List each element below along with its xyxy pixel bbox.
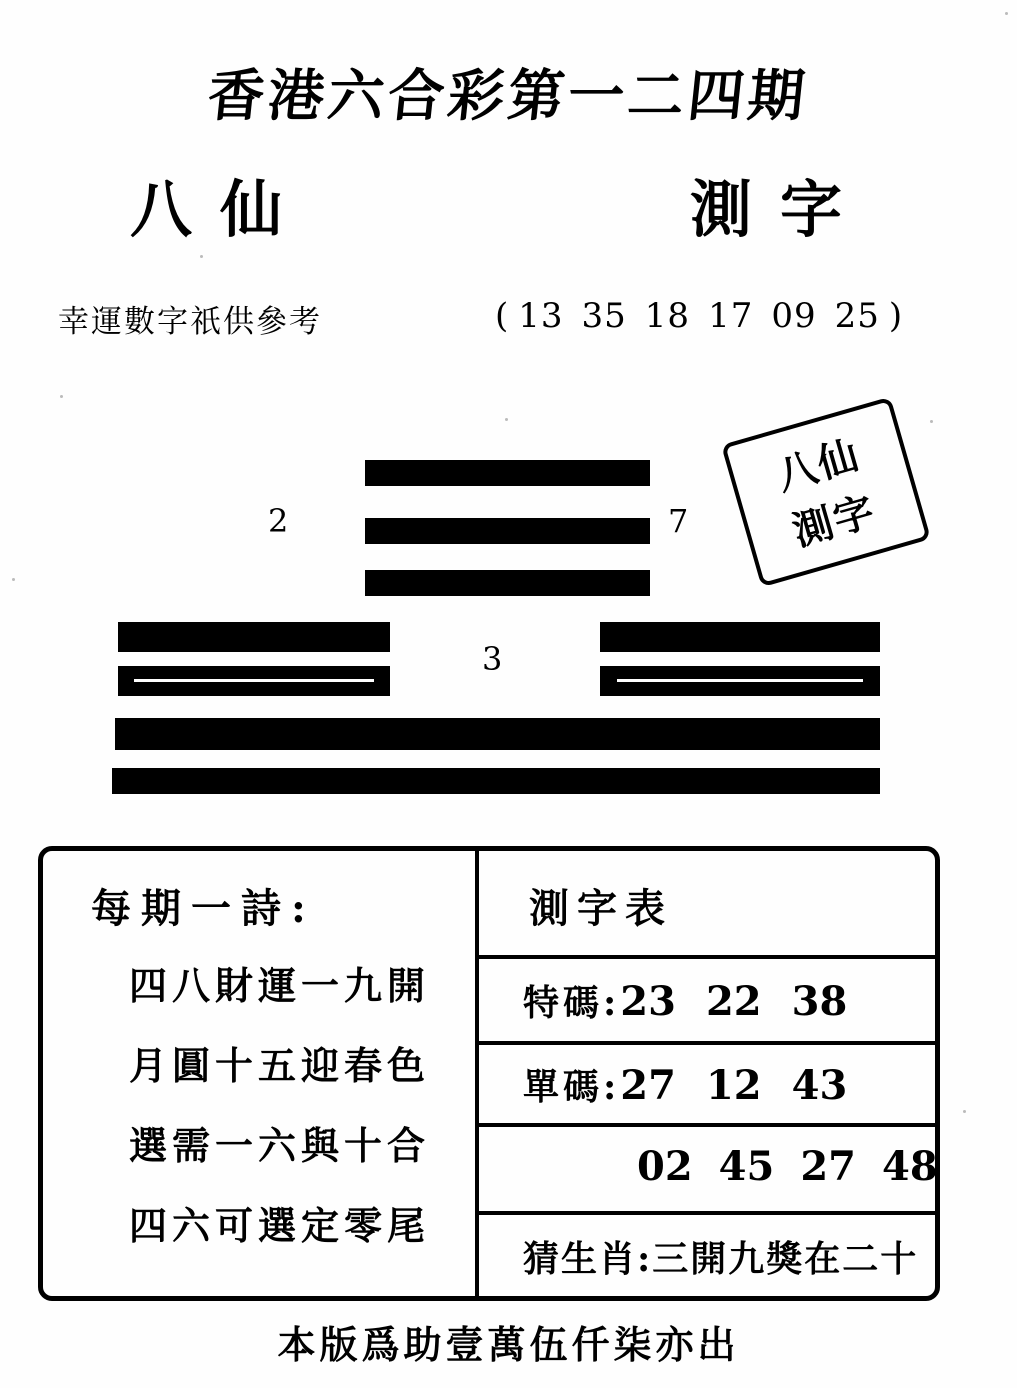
subtitle-right: 測字 [690,173,871,246]
scan-speck [505,418,508,421]
poem-line: 四六可選定零尾 [129,1203,431,1248]
diagram-label-right: 7 [668,502,689,540]
hexagram-bar-bottom-1 [115,718,880,750]
chart-value: 23 [620,978,676,1025]
chart-row-label: 特碼: [523,982,621,1024]
chart-divider [479,1211,935,1215]
hexagram-bar-left-2 [118,666,390,696]
stamp-line-2: 測字 [787,487,882,556]
diagram-label-center: 3 [482,640,503,678]
chart-row-values [637,1143,964,1190]
poem-line: 月圓十五迎春色 [129,1043,431,1088]
chart-row [523,1059,925,1110]
hexagram-bar-top-2 [365,518,650,544]
hexagram-bar-right-2 [600,666,880,696]
poem-line: 選需一六與十合 [129,1123,431,1168]
footer-text: 本版爲助壹萬伍仟柒亦出 [277,1322,740,1367]
chart-divider [479,955,935,959]
hexagram-bar-right-1 [600,622,880,652]
lucky-numbers-list [495,296,903,336]
chart-value: 27 [620,1062,676,1109]
chart-value: 27 [800,1143,857,1190]
scan-speck [1005,12,1008,15]
chart-value: 45 [718,1143,775,1190]
hexagram-bar-top-3 [365,570,650,596]
chart-value: 02 [637,1143,693,1190]
subtitle-left: 八仙 [130,173,311,246]
chart-row-label: 單碼: [523,1066,621,1108]
lucky-paren-open: ( [495,296,510,336]
scan-speck [60,395,63,398]
lucky-number: 25 [834,296,880,336]
lucky-paren-close: ) [888,296,904,336]
zodiac-value: 三開九獎在二十 [652,1238,919,1280]
chart-row-values [620,1062,877,1109]
lucky-numbers-label: 幸運數字祇供參考 [58,304,322,340]
chart-divider [479,1123,935,1127]
lucky-number: 13 [518,296,564,336]
chart-title: 測字表 [529,885,673,932]
zodiac-row [523,1231,925,1282]
chart-value: 22 [705,978,762,1025]
scan-speck [12,578,15,581]
page-title: 香港六合彩第一二四期 [204,63,812,129]
stamp-line-1: 八仙 [771,431,866,500]
chart-section [479,851,938,1296]
zodiac-label: 猜生肖: [523,1238,653,1280]
poem-title: 每期一詩: [91,885,316,932]
scan-speck [963,1110,966,1113]
chart-value: 48 [882,1143,938,1190]
lucky-number: 18 [644,296,691,336]
chart-row [637,1143,938,1190]
lucky-number: 17 [708,296,754,336]
chart-value: 12 [705,1062,762,1109]
chart-row-values [620,978,877,1025]
chart-row [523,975,925,1026]
chart-divider [479,1041,935,1045]
stamp-text [730,415,923,573]
hexagram-bar-top-1 [365,460,650,486]
hexagram-bar-bottom-2 [112,768,880,794]
scan-speck [930,420,933,423]
lucky-number: 35 [581,296,627,336]
hexagram-bar-left-1 [118,622,390,652]
scan-speck [200,255,203,258]
lucky-number: 09 [771,296,817,336]
poem-section [43,851,475,1296]
poem-line: 四八財運一九開 [129,963,431,1008]
chart-value: 43 [791,1062,848,1109]
chart-value: 38 [791,978,848,1025]
diagram-label-left: 2 [268,502,289,540]
bottom-panel [38,846,940,1301]
